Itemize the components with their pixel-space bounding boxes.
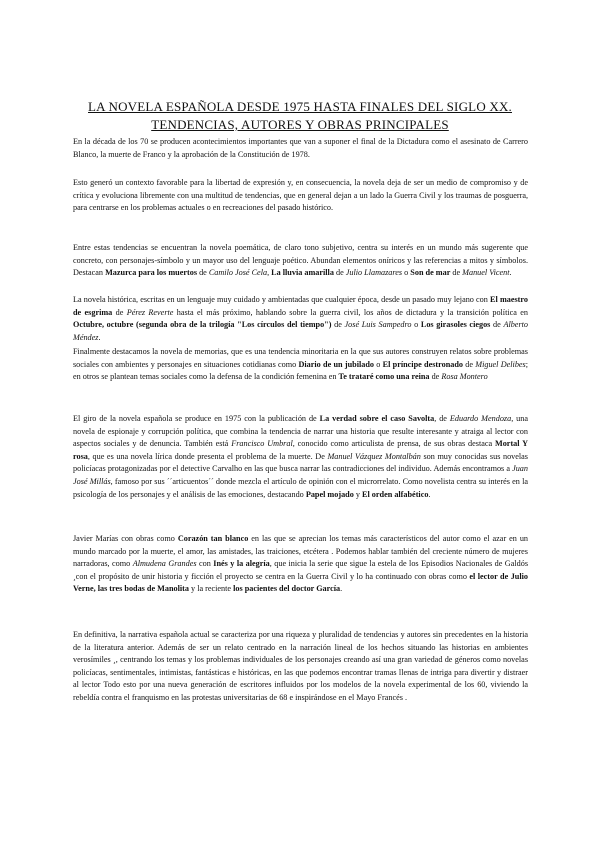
text-span: . (428, 489, 431, 499)
text-span: de (490, 320, 504, 330)
text-span: Javier Marías con obras como (73, 534, 178, 543)
bold-title-span: Mazurca para los muertos (105, 268, 198, 278)
bold-title-span: los pacientes del doctor García (233, 584, 341, 594)
author-name-span: Rosa Montero (441, 372, 488, 382)
author-name-span: Francisco Umbral (231, 439, 293, 449)
text-span: ; en otros se plantean temas sociales como la defensa de la condición femenina en (73, 359, 529, 382)
text-span: y la reciente (189, 584, 234, 594)
bold-title-span: Diario de un jubilado (298, 359, 374, 369)
text-span: Esto generó un contexto favorable para la libertad de expresión y, en consecuencia, la novela deja de ser un medio de compromiso y de crítica y evoluciona libremente con una multitud de tendencias, que en general dejan a un lado la Guerra Civil y los traumas de posguerra, para centrarse en los problemas actuales o en recreaciones del pasado histórico. (73, 178, 528, 213)
paragraph-5 (73, 346, 528, 384)
author-name-span: Manuel Vicent (462, 268, 510, 278)
text-span: , que inicia la serie que sigue la estela de los Episodios Nacionales de Galdós ¸con el propósito de unir historia y ficción el proyecto se centra en la Guerra Civil y lo ha continuado con obras como (73, 559, 529, 581)
bold-title-span: Te trataré como una reina (338, 372, 430, 382)
text-span: En la década de los 70 se producen acontecimientos importantes que van a suponer el final de la Dictadura como el asesinato de Carrero Blanco, la muerte de Franco y la aprobación de la Constitución de 1978. (73, 137, 528, 159)
text-span: . (98, 332, 101, 342)
text-span: de (463, 359, 476, 369)
bold-title-span: Inés y la alegría (213, 559, 270, 569)
bold-title-span: El príncipe destronado (382, 359, 463, 369)
paragraph-8 (73, 629, 528, 705)
title-line-1: LA NOVELA ESPAÑOLA DESDE 1975 HASTA FINALES DEL SIGLO XX. (88, 99, 512, 114)
bold-title-span: Los girasoles ciegos (420, 320, 491, 330)
bold-title-span: La lluvia amarilla (271, 268, 334, 278)
text-span: de (112, 307, 127, 317)
bold-title-span: Corazón tan blanco (177, 534, 249, 543)
text-span: de (429, 372, 442, 382)
text-span: de (331, 320, 345, 330)
text-span: , una novela de espionaje y corrupción política, que combina la tendencia de narrar una historia que resulte interesante y atraiga al lector con aspectos sociales y de denuncia. También está (73, 414, 529, 449)
text-span: , famoso por sus ´´articuentos´´ donde mezcla el artículo de opinión con el microrrelato. Como novelista centra su interés en la psicología de los personajes y el análisis de las emociones, destacando (73, 476, 528, 499)
paragraph-2 (73, 177, 528, 215)
text-span: con (196, 559, 214, 569)
bold-title-span: Mortal Y rosa (73, 439, 528, 461)
author-name-span: Alberto Méndez (73, 320, 528, 342)
title-line-2: TENDENCIAS, AUTORES Y OBRAS PRINCIPALES (151, 117, 449, 132)
text-span: En definitiva, la narrativa española actual se caracteriza por una riqueza y pluralidad de tendencias y autores sin precedentes en la historia de la literatura anterior. Además de ser un relato centrado en la narración lineal de los hechos situando las historias en ambientes verosímiles ¸, centrando los temas y los problemas individuales de los personajes creando así una gran variedad de géneros como novelas policíacas, sentimentales, intimistas, fantásticas e históricas, en las que podemos encontrar tramas llenas de intriga para divertir y distraer al lector Todo esto por una nueva generación de escritores influidos por los modelos de la novela experimental de los 60, viviendo la rebeldía contra el franquismo en las protestas universitarias de 68 e inspirándose en el Mayo Francés . (73, 630, 528, 702)
text-span: o (411, 320, 421, 330)
text-span: , que es una novela lírica donde presenta el problema de la muerte. De (87, 451, 328, 461)
bold-title-span: Octubre, octubre (segunda obra de la trilogía "Los círculos del tiempo") (73, 320, 332, 330)
paragraph-1 (73, 136, 528, 161)
text-span: Finalmente destacamos la novela de memorias, que es una tendencia minoritaria en la que sus autores construyen relatos sobre problemas sociales con ambientes y personajes en situaciones cotidianas como (73, 347, 528, 369)
author-name-span: Camilo José Cela (208, 268, 268, 278)
text-span: . (509, 268, 512, 278)
paragraph-3 (73, 242, 528, 280)
bold-title-span: el lector de Julio Verne, las tres bodas de Manolita (73, 571, 528, 594)
text-span: o (374, 359, 383, 369)
text-span: La novela histórica, escritas en un lenguaje muy cuidado y ambientadas que cualquier época, desde un pasado muy lejano con (73, 295, 491, 304)
paragraph-4 (73, 294, 528, 344)
document-title (60, 98, 540, 134)
author-name-span: Pérez Reverte (126, 307, 174, 317)
author-name-span: Manuel Vázquez Montalbán (327, 451, 421, 461)
author-name-span: Julio Llamazares (345, 268, 403, 278)
bold-title-span: Son de mar (410, 268, 451, 278)
text-span: son muy conocidas sus novelas policíacas protagonizadas por el detective Carvalho en las que busca narrar las contradicciones del individuo. Además encontramos a (73, 451, 528, 474)
text-span: o (402, 268, 411, 278)
text-span: hasta el más próximo, hablando sobre la guerra civil, los años de dictadura y la transición política en (173, 307, 528, 317)
text-span: . (340, 584, 343, 594)
bold-title-span: El orden alfabético (362, 489, 429, 499)
text-span: , de (434, 414, 450, 423)
text-span: de (333, 268, 346, 278)
bold-title-span: El maestro de esgrima (73, 295, 528, 317)
paragraph-6 (73, 413, 528, 501)
paragraph-7 (73, 533, 528, 596)
author-name-span: Eduardo Mendoza (449, 414, 512, 423)
text-span: , (267, 268, 272, 278)
text-span: de (197, 268, 209, 278)
text-span: , conocido como articulista de prensa, de sus obras destaca (292, 439, 495, 449)
text-span: de (450, 268, 463, 278)
text-span: y (353, 489, 363, 499)
author-name-span: Juan José Millás (73, 464, 528, 486)
author-name-span: José Luis Sampedro (344, 320, 412, 330)
text-span: Entre estas tendencias se encuentran la novela poemática, de claro tono subjetivo, centra su interés en un mundo más sugerente que concreto, con personajes-símbolo y un mayor uso del lenguaje poético. Abundan elementos oníricos y las referencias a mitos y símbolos. Destacan (73, 243, 528, 278)
bold-title-span: Papel mojado (305, 489, 354, 499)
author-name-span: Almudena Grandes (132, 559, 197, 569)
text-span: El giro de la novela española se produce en 1975 con la publicación de (73, 414, 320, 423)
bold-title-span: La verdad sobre el caso Savolta (319, 414, 435, 423)
author-name-span: Miguel Delibes (475, 359, 526, 369)
text-span: en las que se aprecian los temas más característicos del autor como el azar en un mundo marcado por la muerte, el amor, las amistades, las traiciones, etcétera . Podemos hablar también del creciente número de mujeres narradoras, como (73, 534, 529, 569)
